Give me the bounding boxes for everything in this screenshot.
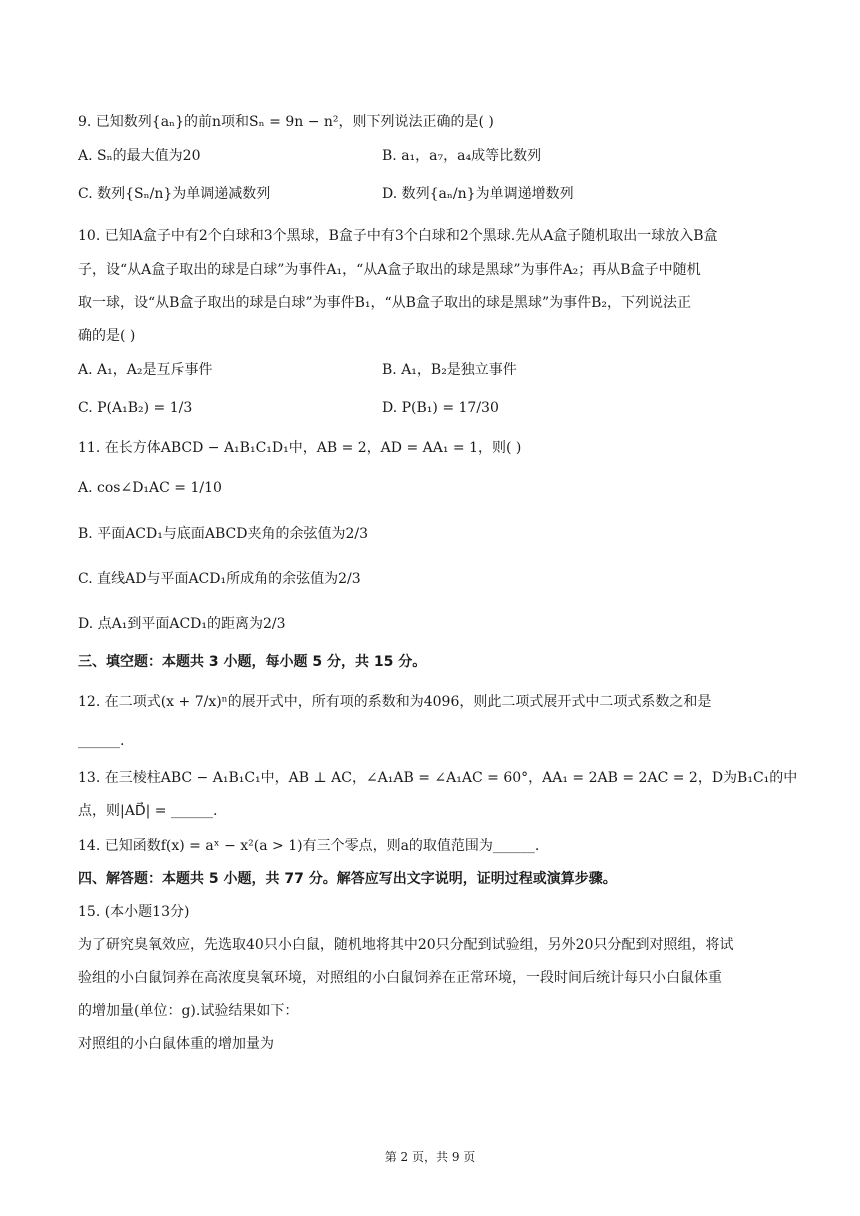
q11-option-c: C. 直线AD与平面ACD₁所成角的余弦值为2/3	[78, 571, 361, 587]
q15-line-3: 的增加量(单位：g).试验结果如下：	[78, 1003, 299, 1019]
page-number-footer: 第 2 页，共 9 页	[384, 1150, 476, 1164]
q15-line-1: 为了研究臭氧效应，先选取40只小白鼠，随机地将其中20只分配到试验组，另外20只分配到对照组，将试	[78, 937, 734, 953]
q15-header: 15. (本小题13分)	[78, 904, 190, 920]
q9-option-c: C. 数列{Sₙ/n}为单调递减数列	[78, 186, 271, 202]
q10-line-3: 取一球，设“从B盒子取出的球是白球”为事件B₁，“从B盒子取出的球是黑球”为事件B₂，下列说法正	[78, 295, 692, 311]
q12-line-2: ______.	[78, 733, 125, 749]
q11-option-a: A. cos∠D₁AC = 1/10	[78, 480, 222, 496]
q15-line-4: 对照组的小白鼠体重的增加量为	[78, 1036, 274, 1052]
q11-stem: 11. 在长方体ABCD − A₁B₁C₁D₁中，AB = 2，AD = AA₁ = 1，则( )	[78, 440, 522, 456]
q9-option-b: B. a₁，a₇，a₄成等比数列	[382, 148, 542, 164]
section-4-heading: 四、解答题：本题共 5 小题，共 77 分。解答应写出文字说明，证明过程或演算步骤。	[78, 871, 617, 887]
section-3-heading: 三、填空题：本题共 3 小题，每小题 5 分，共 15 分。	[78, 654, 427, 670]
q15-line-2: 验组的小白鼠饲养在高浓度臭氧环境，对照组的小白鼠饲养在正常环境，一段时间后统计每只小白鼠体重	[78, 970, 722, 986]
q10-line-2: 子，设“从A盒子取出的球是白球”为事件A₁，“从A盒子取出的球是黑球”为事件A₂；再从B盒子中随机	[78, 262, 701, 278]
q10-option-b: B. A₁，B₂是独立事件	[382, 362, 517, 378]
q13-line-1: 13. 在三棱柱ABC − A₁B₁C₁中，AB ⊥ AC，∠A₁AB = ∠A₁AC = 60°，AA₁ = 2AB = 2AC = 2，D为B₁C₁的中	[78, 770, 798, 786]
q14-stem: 14. 已知函数f(x) = aˣ − x²(a > 1)有三个零点，则a的取值范围为______.	[78, 838, 540, 854]
q10-line-1: 10. 已知A盒子中有2个白球和3个黑球，B盒子中有3个白球和2个黑球.先从A盒子随机取出一球放入B盒	[78, 228, 718, 244]
q9-stem: 9. 已知数列{aₙ}的前n项和Sₙ = 9n − n²，则下列说法正确的是( )	[78, 114, 494, 130]
q10-option-d: D. P(B₁) = 17/30	[382, 400, 499, 416]
q11-option-d: D. 点A₁到平面ACD₁的距离为2/3	[78, 616, 286, 632]
q10-option-c: C. P(A₁B₂) = 1/3	[78, 400, 193, 416]
q10-option-a: A. A₁，A₂是互斥事件	[78, 362, 213, 378]
q12-line-1: 12. 在二项式(x + 7/x)ⁿ的展开式中，所有项的系数和为4096，则此二项式展开式中二项式系数之和是	[78, 694, 712, 710]
q11-option-b: B. 平面ACD₁与底面ABCD夹角的余弦值为2/3	[78, 526, 368, 542]
q13-line-2: 点，则|AD⃗| = ______.	[78, 803, 218, 819]
q9-option-d: D. 数列{aₙ/n}为单调递增数列	[382, 186, 574, 202]
q9-option-a: A. Sₙ的最大值为20	[78, 148, 201, 164]
q10-line-4: 确的是( )	[78, 328, 136, 344]
